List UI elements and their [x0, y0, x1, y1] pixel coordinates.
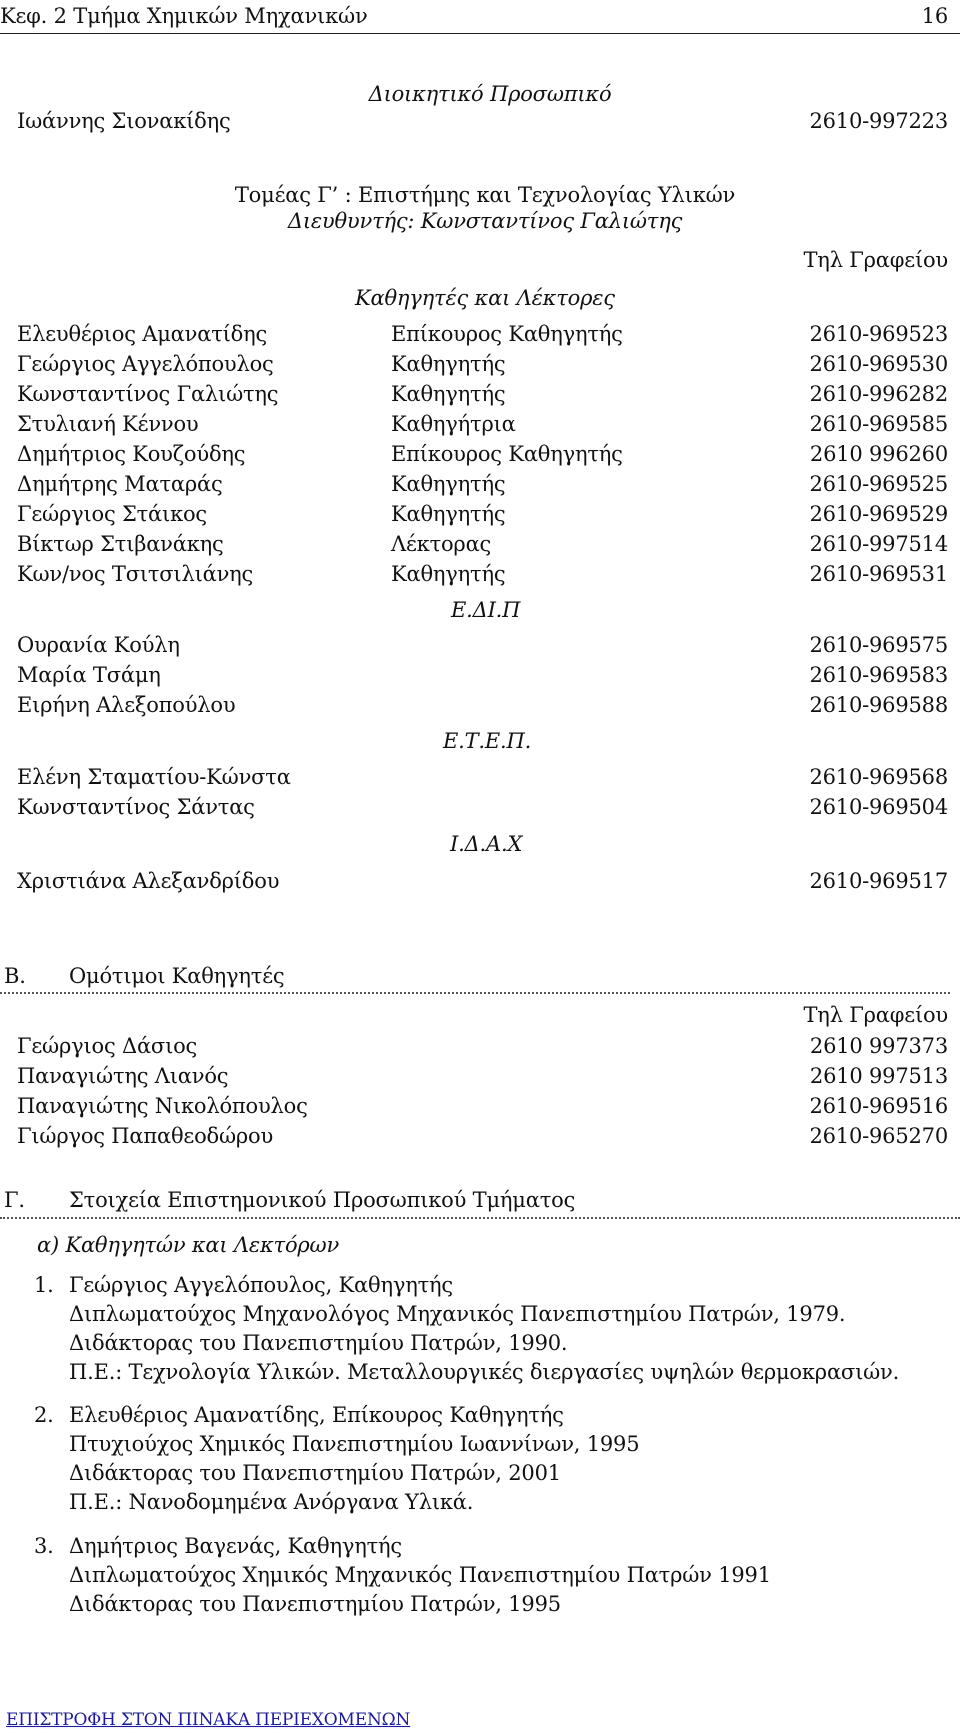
admin-heading: Διοικητικό Προσωπικό	[368, 82, 612, 106]
edip-phone: 2610-969575	[809, 633, 948, 657]
etep-heading: Ε.Τ.Ε.Π.	[443, 729, 532, 753]
section-b-letter: Β.	[4, 964, 26, 988]
faculty-name: Γεώργιος Αγγελόπουλος	[17, 352, 274, 376]
sector-director: Διευθυντής: Κωνσταντίνος Γαλιώτης	[287, 209, 683, 233]
emeritus-name: Γεώργιος Δάσιος	[17, 1034, 198, 1058]
faculty-phone: 2610-969523	[809, 322, 948, 346]
sector-title	[0, 185, 960, 206]
chapter-header: Κεφ. 2 Τμήμα Χημικών Μηχανικών	[0, 4, 368, 28]
idax-phone: 2610-969517	[809, 869, 948, 893]
faculty-title: Επίκουρος Καθηγητής	[391, 322, 623, 346]
section-c-subheading: α) Καθηγητών και Λεκτόρων	[37, 1233, 340, 1257]
edip-phone: 2610-969588	[809, 693, 948, 717]
edip-heading: Ε.ΔΙ.Π	[451, 598, 521, 622]
section-c-letter: Γ.	[4, 1188, 25, 1212]
entry-line: Διδάκτορας του Πανεπιστημίου Πατρών, 1995	[69, 1592, 561, 1616]
faculty-phone: 2610-969525	[809, 472, 948, 496]
faculty-name: Ελευθέριος Αμανατίδης	[17, 322, 268, 346]
etep-phone: 2610-969504	[809, 795, 948, 819]
faculty-name: Δημήτριος Κουζούδης	[17, 442, 246, 466]
sector-title-text: Τομέας Γ’ : Επιστήμης και Τεχνολογίας Υλικών	[234, 183, 736, 207]
section-b-rule	[0, 992, 950, 994]
emeritus-name: Παναγιώτης Λιανός	[17, 1064, 229, 1088]
entry-number: 3.	[34, 1534, 54, 1558]
entry-line: Διδάκτορας του Πανεπιστημίου Πατρών, 2001	[69, 1461, 561, 1485]
edip-phone: 2610-969583	[809, 663, 948, 687]
faculty-title: Λέκτορας	[391, 532, 492, 556]
admin-name: Ιωάννης Σιονακίδης	[17, 109, 231, 133]
idax-heading: Ι.Δ.Α.Χ	[450, 832, 523, 856]
faculty-name: Δημήτρης Ματαράς	[17, 472, 223, 496]
faculty-title: Καθηγητής	[391, 502, 506, 526]
faculty-phone: 2610-969529	[809, 502, 948, 526]
entry-line: Ελευθέριος Αμανατίδης, Επίκουρος Καθηγητής	[69, 1403, 564, 1427]
faculty-phone: 2610-996282	[809, 382, 948, 406]
entry-line: Π.Ε.: Τεχνολογία Υλικών. Μεταλλουργικές διεργασίες υψηλών θερμοκρασιών.	[69, 1360, 900, 1384]
admin-phone: 2610-997223	[809, 109, 948, 133]
faculty-title: Καθηγητής	[391, 382, 506, 406]
faculty-heading: Καθηγητές και Λέκτορες	[355, 286, 615, 310]
faculty-title: Επίκουρος Καθηγητής	[391, 442, 623, 466]
faculty-phone: 2610 996260	[809, 442, 948, 466]
entry-line: Διδάκτορας του Πανεπιστημίου Πατρών, 1990.	[69, 1331, 568, 1355]
idax-name: Χριστιάνα Αλεξανδρίδου	[17, 869, 280, 893]
etep-phone: 2610-969568	[809, 765, 948, 789]
phone-column-header: Τηλ Γραφείου	[803, 248, 948, 272]
faculty-title: Καθηγητής	[391, 472, 506, 496]
entry-line: Δημήτριος Βαγενάς, Καθηγητής	[69, 1534, 402, 1558]
edip-name: Ουρανία Κούλη	[17, 633, 180, 657]
emeritus-phone: 2610 997373	[809, 1034, 948, 1058]
entry-line: Πτυχιούχος Χημικός Πανεπιστημίου Ιωαννίνων, 1995	[69, 1432, 640, 1456]
faculty-name: Στυλιανή Κέννου	[17, 412, 199, 436]
emeritus-phone: 2610-969516	[809, 1094, 948, 1118]
etep-name: Κωνσταντίνος Σάντας	[17, 795, 255, 819]
section-c-rule	[0, 1217, 960, 1219]
entry-number: 1.	[34, 1273, 54, 1297]
faculty-name: Κωνσταντίνος Γαλιώτης	[17, 382, 279, 406]
faculty-title: Καθηγητής	[391, 562, 506, 586]
edip-name: Ειρήνη Αλεξοπούλου	[17, 693, 236, 717]
entry-line: Διπλωματούχος Μηχανολόγος Μηχανικός Πανεπιστημίου Πατρών, 1979.	[69, 1302, 846, 1326]
faculty-phone: 2610-997514	[809, 532, 948, 556]
faculty-phone: 2610-969531	[809, 562, 948, 586]
entry-line: Διπλωματούχος Χημικός Μηχανικός Πανεπιστημίου Πατρών 1991	[69, 1563, 771, 1587]
emeritus-phone-header: Τηλ Γραφείου	[803, 1003, 948, 1027]
faculty-name: Γεώργιος Στάικος	[17, 502, 207, 526]
back-to-contents-link[interactable]: ΕΠΙΣΤΡΟΦΗ ΣΤΟΝ ΠΙΝΑΚΑ ΠΕΡΙΕΧΟΜΕΝΩΝ	[6, 1710, 411, 1730]
faculty-title: Καθηγητής	[391, 352, 506, 376]
faculty-phone: 2610-969530	[809, 352, 948, 376]
header-rule	[0, 33, 960, 34]
etep-name: Ελένη Σταματίου-Κώνστα	[17, 765, 291, 789]
page-number: 16	[921, 4, 948, 28]
faculty-name: Κων/νος Τσιτσιλιάνης	[17, 562, 254, 586]
faculty-title: Καθηγήτρια	[391, 412, 516, 436]
emeritus-name: Παναγιώτης Νικολόπουλος	[17, 1094, 308, 1118]
section-b-title: Ομότιμοι Καθηγητές	[69, 964, 285, 988]
emeritus-phone: 2610 997513	[809, 1064, 948, 1088]
entry-number: 2.	[34, 1403, 54, 1427]
faculty-name: Βίκτωρ Στιβανάκης	[17, 532, 224, 556]
emeritus-name: Γιώργος Παπαθεοδώρου	[17, 1124, 274, 1148]
edip-name: Μαρία Τσάμη	[17, 663, 161, 687]
section-c-title: Στοιχεία Επιστημονικού Προσωπικού Τμήματος	[69, 1188, 576, 1212]
entry-line: Π.Ε.: Νανοδομημένα Ανόργανα Υλικά.	[69, 1490, 474, 1514]
entry-line: Γεώργιος Αγγελόπουλος, Καθηγητής	[69, 1273, 453, 1297]
faculty-phone: 2610-969585	[809, 412, 948, 436]
emeritus-phone: 2610-965270	[809, 1124, 948, 1148]
